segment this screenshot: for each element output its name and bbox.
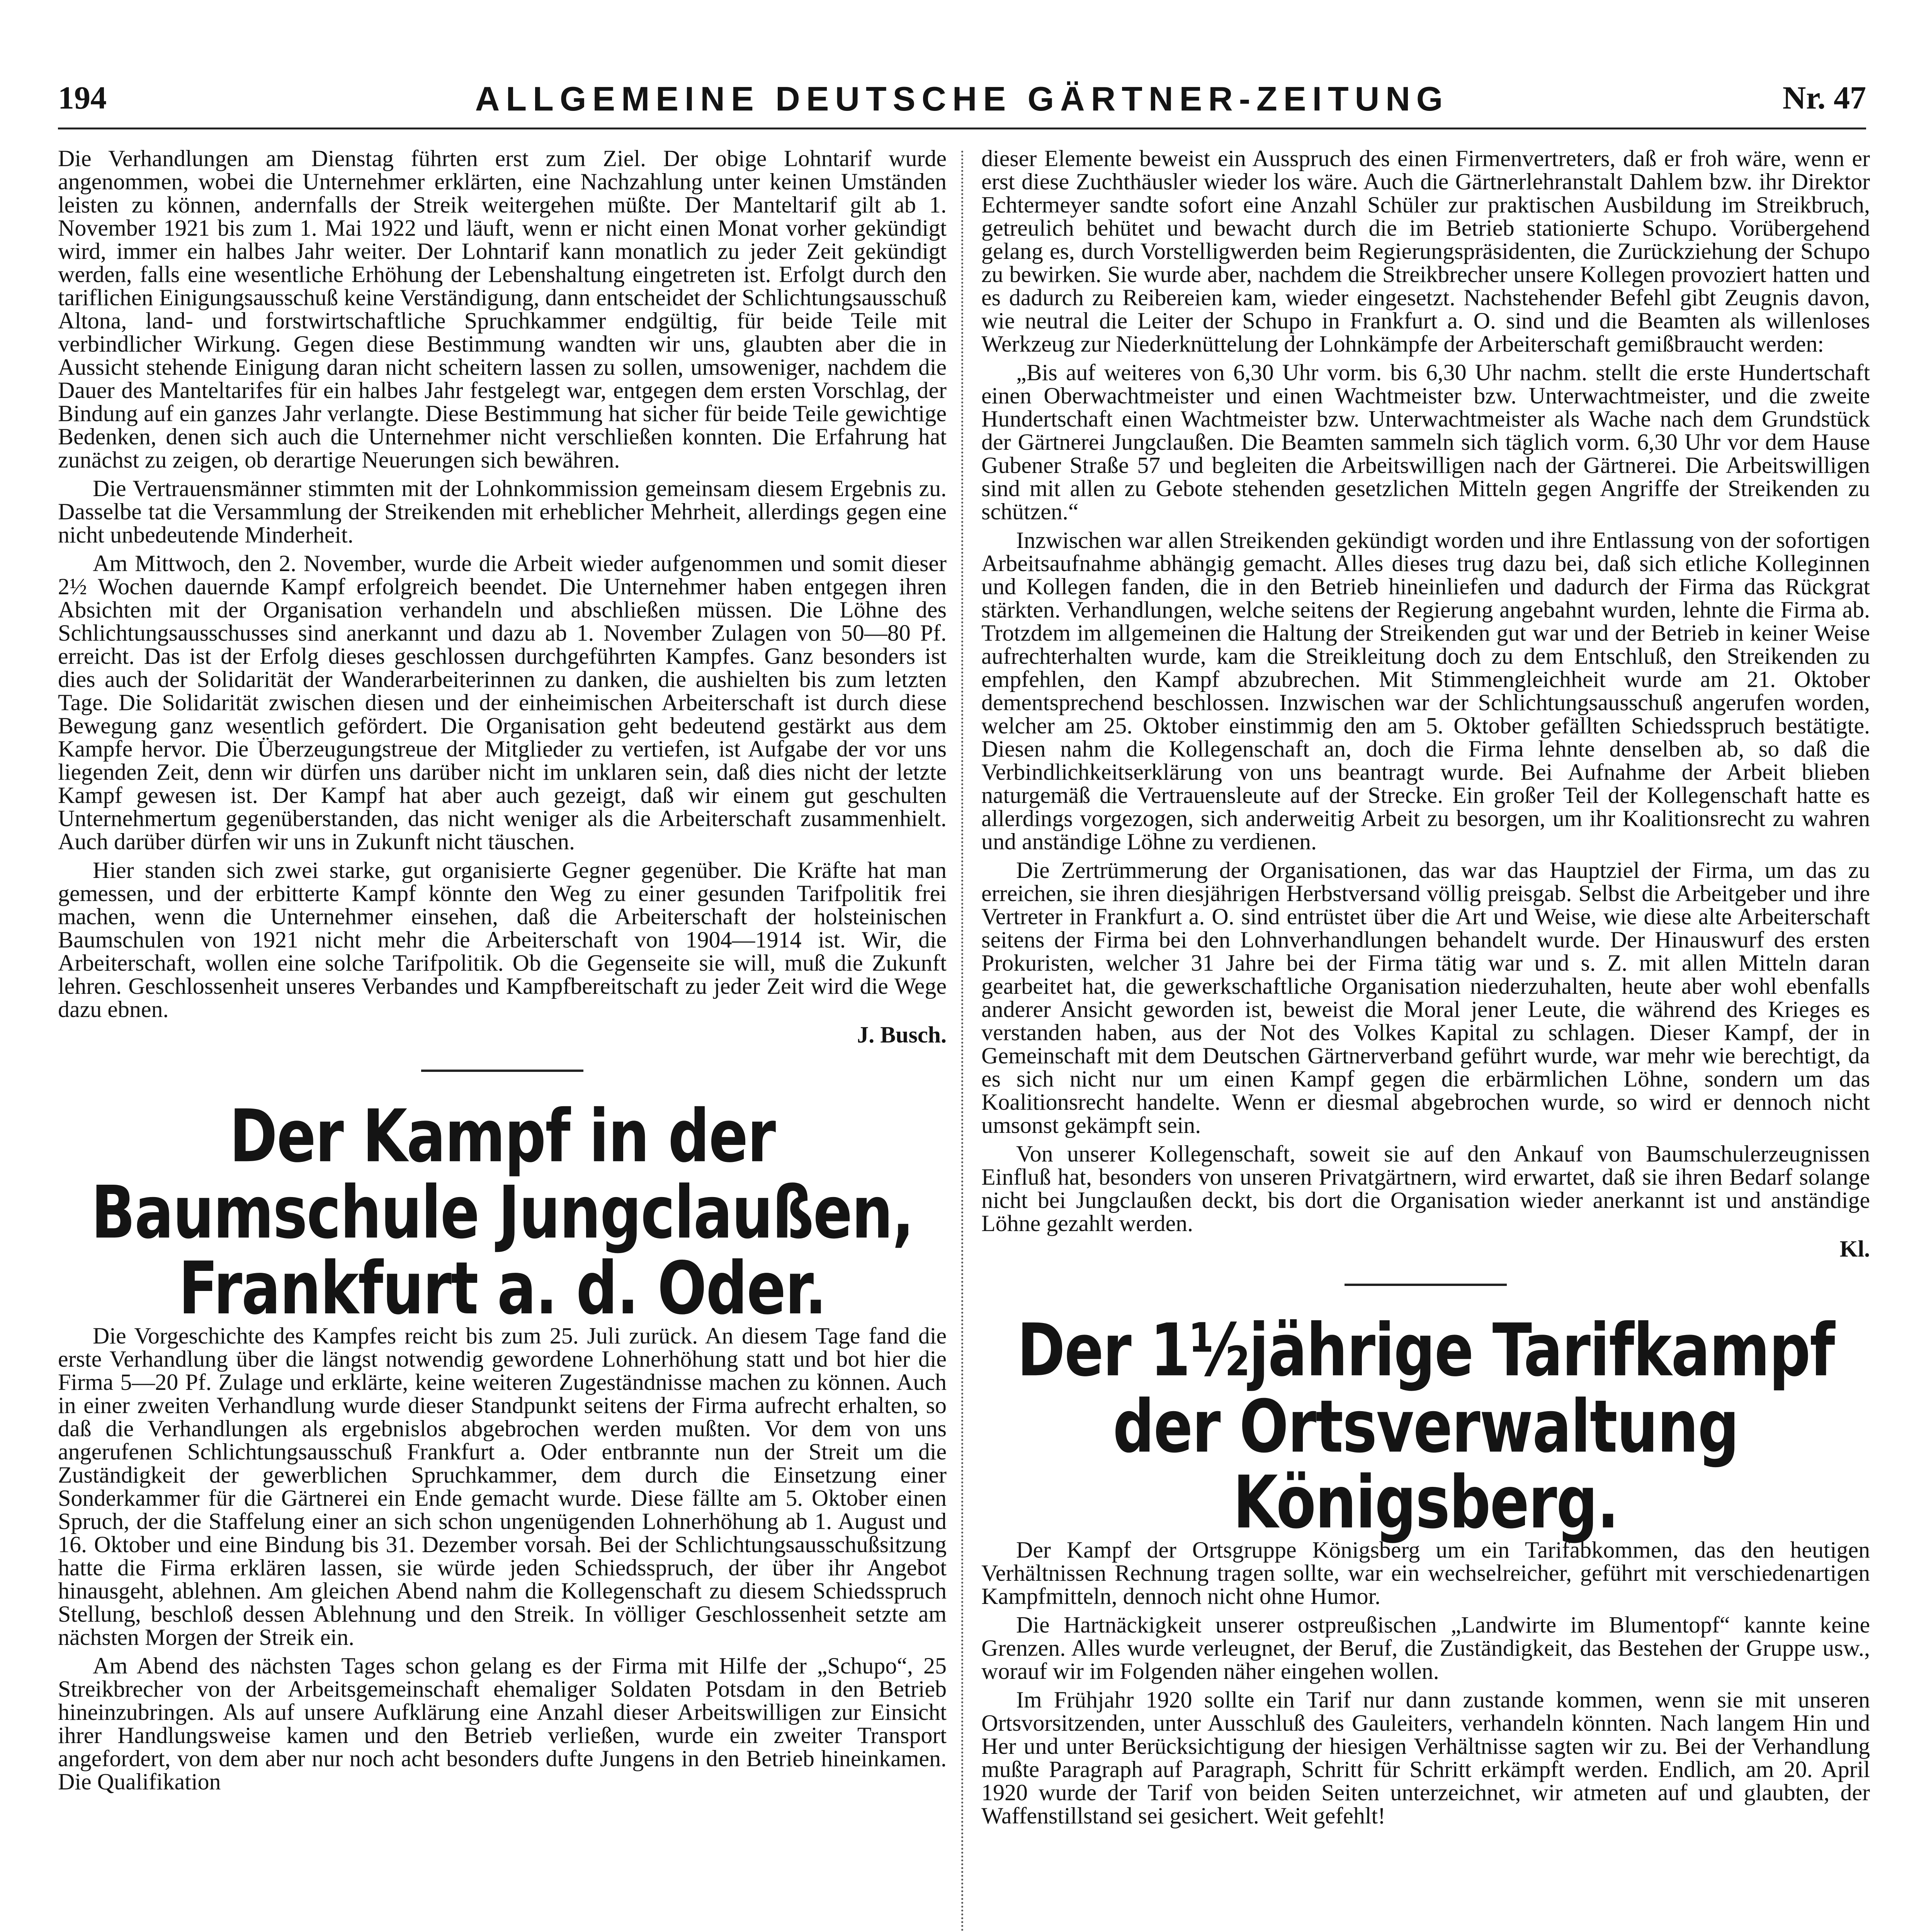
paragraph: Die Vorgeschichte des Kampfes reicht bis zum 25. Juli zurück. An diesem Tage fand die erste Verhandlung über die längst notwendig gewordene Lohnerhöhung statt und bot hier die Firma 5—20 Pf. Zulage und erklärte, keine weiteren Zugeständnisse machen zu können. Auch in einer zweiten Verhandlung wurde dieser Standpunkt seitens der Firma aufrecht erhalten, so daß die Verhandlungen als ergebnislos abgebrochen werden mußten. Vor dem von uns angerufenen Schlichtungsausschuß Frankfurt a. Oder entbrannte nun der Streit um die Zuständigkeit der gewerblichen Spruchkammer, dem durch die Einsetzung einer Sonderkammer für die Gärtnerei ein Ende gemacht wurde. Diese fällte am 5. Oktober einen Spruch, der die Staffelung einer an sich schon ungenügenden Lohnerhöhung ab 1. August und 16. Oktober und eine Bindung bis 31. Dezember vorsah. Bei der Schlichtungsausschußsitzung hatte die Firma erklären lassen, sie würde jeden Schiedsspruch, der über ihr Angebot hinausgeht, ablehnen. Am gleichen Abend nahm die Kollegenschaft zu diesem Schiedsspruch Stellung, beschloß dessen Ablehnung und den Streik. In völliger Geschlossenheit setzte am nächsten Morgen der Streik ein. <box>58 1323 947 1650</box>
article-separator <box>421 1070 583 1072</box>
article-title: Der 1½jährige Tarifkampf der Ortsverwaltung Königsberg. <box>1017 1308 1834 1545</box>
paragraph: Inzwischen war allen Streikenden gekündigt worden und ihre Entlassung von der sofortigen Arbeitsaufnahme abhängig gemacht. Alles dieses trug dazu bei, daß sich etliche Kolleginnen und Kollegen fanden, die in den Betrieb hineinliefen und dadurch der Firma das Rückgrat stärkten. Verhandlungen, welche seitens der Regierung angebahnt wurden, lehnte die Firma ab. Trotzdem im allgemeinen die Haltung der Streikenden gut war und der Betrieb in keiner Weise aufrechterhalten wurde, kam die Streikleitung doch zu dem Entschluß, den Streikenden zu empfehlen, den Kampf abzubrechen. Mit Stimmengleichheit wurde am 21. Oktober dementsprechend beschlossen. Inzwischen war der Schlichtungsausschuß angerufen worden, welcher am 25. Oktober einstimmig den am 5. Oktober gefällten Schiedsspruch bestätigte. Diesen nahm die Kollegenschaft an, doch die Firma lehnte denselben ab, so daß die Verbindlichkeitserklärung von uns beantragt wurde. Bei Aufnahme der Arbeit blieben naturgemäß die Vertrauensleute auf der Strecke. Ein großer Teil der Kollegenschaft hatte es allerdings vorgezogen, sich anderweitig Arbeit zu besorgen, um ihr Koalitionsrecht zu wahren und anständige Löhne zu verdienen. <box>981 527 1870 854</box>
paragraph: „Bis auf weiteres von 6,30 Uhr vorm. bis 6,30 Uhr nachm. stellt die erste Hundertschaft einen Oberwachtmeister und einen Wachtmeister bzw. Unterwachtmeister, und die zweite Hundertschaft einen Wachtmeister bzw. Unterwachtmeister als Wache nach dem Grundstück der Gärtnerei Jungclaußen. Die Beamten sammeln sich täglich vorm. 6,30 Uhr vor dem Hause Gubener Straße 57 und begleiten die Arbeitswilligen nach der Gärtnerei. Die Arbeitswilligen sind mit allen zu Gebote stehenden gesetzlichen Mitteln gegen Angriffe der Streikenden zu schützen.“ <box>981 360 1870 524</box>
issue-number: Nr. 47 <box>1782 80 1866 116</box>
paragraph: Die Vertrauensmänner stimmten mit der Lohnkommission gemeinsam diesem Ergebnis zu. Dasselbe tat die Versammlung der Streikenden mit erheblicher Mehrheit, allerdings gegen eine nicht unbedeutende Minderheit. <box>58 476 947 548</box>
article-title: Der Kampf in der Baumschule Jungclaußen, Frankfurt a. d. Oder. <box>91 1094 914 1331</box>
paragraph: Der Kampf der Ortsgruppe Königsberg um ein Tarifabkommen, das den heutigen Verhältnissen Rechnung tragen sollte, war ein wechselreicher, geführt mit verschiedenartigen Kampfmitteln, dennoch nicht ohne Humor. <box>981 1537 1870 1609</box>
paragraph: Hier standen sich zwei starke, gut organisierte Gegner gegenüber. Die Kräfte hat man gemessen, und der erbitterte Kampf könnte den Weg zu einer gesunden Tarifpolitik frei machen, wenn die Unternehmer einsehen, daß die Arbeiterschaft der holsteinischen Baumschulen von 1921 nicht mehr die Arbeiterschaft von 1904—1914 ist. Wir, die Arbeiterschaft, wollen eine solche Tarifpolitik. Ob die Gegenseite sie will, muß die Zukunft lehren. Geschlossenheit unseres Verbandes und Kampfbereitschaft zu jeder Zeit wird die Wege dazu ebnen. <box>58 857 947 1022</box>
paragraph: dieser Elemente beweist ein Ausspruch des einen Firmenvertreters, daß er froh wäre, wenn er erst diese Zuchthäusler wieder los wäre. Auch die Gärtnerlehranstalt Dahlem bzw. ihr Direktor Echtermeyer sandte sofort eine Anzahl Schüler zur praktischen Ausbildung im Streikbruch, getreulich behütet und bewacht durch die im Betrieb stationierte Schupo. Vorübergehend gelang es, durch Vorstelligwerden beim Regierungspräsidenten, die Zurückziehung der Schupo zu bewirken. Sie wurde aber, nachdem die Streikbrecher unsere Kollegen provoziert hatten und es dadurch zu Reibereien kam, wieder eingesetzt. Nachstehender Befehl gibt Zeugnis davon, wie neutral die Leiter der Schupo in Frankfurt a. O. sind und die Beamten als willenloses Werkzeug zur Niederknüttelung der Lohnkämpfe der Arbeiterschaft gemißbraucht werden: <box>981 147 1870 357</box>
column-divider <box>961 151 963 1932</box>
page-header <box>58 79 1866 126</box>
right-column <box>981 147 1870 1932</box>
author-signature: Kl. <box>1839 1236 1870 1262</box>
page-number: 194 <box>58 80 107 116</box>
paragraph: Im Frühjahr 1920 sollte ein Tarif nur dann zustande kommen, wenn sie mit unseren Ortsvorsitzenden, unter Ausschluß des Gauleiters, verhandeln könnten. Nach langem Hin und Her und unter Berücksichtigung der hiesigen Verhältnisse sagten wir zu. Bei der Verhandlung mußte Paragraph auf Paragraph, Schritt für Schritt erkämpft werden. Endlich, am 20. April 1920 wurde der Tarif von beiden Seiten unterzeichnet, wir atmeten auf und glaubten, der Waffenstillstand sei gesichert. Weit gefehlt! <box>981 1687 1870 1828</box>
article-separator <box>1345 1284 1507 1286</box>
paragraph: Am Abend des nächsten Tages schon gelang es der Firma mit Hilfe der „Schupo“, 25 Streikbrecher von der Arbeitsgemeinschaft ehemaliger Soldaten Potsdam in den Betrieb hineinzubringen. Als auf unsere Aufklärung eine Anzahl dieser Arbeitswilligen zur Einsicht ihrer Handlungsweise kamen und den Betrieb verließen, wurde ein zweiter Transport angefordert, von dem aber nur noch acht besonders dufte Jungens in den Betrieb hineinkamen. Die Qualifikation <box>58 1653 947 1794</box>
paragraph: Die Hartnäckigkeit unserer ostpreußischen „Landwirte im Blumentopf“ kannte keine Grenzen. Alles wurde verleugnet, der Beruf, die Zuständigkeit, das Bestehen der Gruppe usw., worauf wir im Folgenden näher eingehen wollen. <box>981 1612 1870 1684</box>
author-signature: J. Busch. <box>857 1022 947 1048</box>
paragraph: Am Mittwoch, den 2. November, wurde die Arbeit wieder aufgenommen und somit dieser 2½ Wochen dauernde Kampf erfolgreich beendet. Die Unternehmer haben entgegen ihren Absichten mit der Organisation verhandeln und abschließen müssen. Die Löhne des Schlichtungsausschusses sind anerkannt und dazu ab 1. November Zulagen von 50—80 Pf. erreicht. Das ist der Erfolg dieses geschlossen durchgeführten Kampfes. Ganz besonders ist dies auch der Solidarität der Wanderarbeiterinnen zu danken, die aushielten bis zum letzten Tage. Die Solidarität zwischen diesen und der einheimischen Arbeiterschaft ist durch diese Bewegung ganz wesentlich gefördert. Die Organisation geht bedeutend gestärkt aus dem Kampfe hervor. Die Überzeugungstreue der Mitglieder zu vertiefen, ist Aufgabe der vor uns liegenden Zeit, denn wir dürfen uns darüber nicht im unklaren sein, daß dies nicht der letzte Kampf gewesen ist. Der Kampf hat aber auch gezeigt, daß wir einem gut geschulten Unternehmertum gegenüberstanden, das nicht weniger als die Arbeiterschaft zusammenhielt. Auch darüber dürfen wir uns in Zukunft nicht täuschen. <box>58 551 947 854</box>
running-title: ALLGEMEINE DEUTSCHE GÄRTNER-ZEITUNG <box>475 80 1449 118</box>
paragraph: Von unserer Kollegenschaft, soweit sie auf den Ankauf von Baumschulerzeugnissen Einfluß hat, besonders von unseren Privatgärtnern, wird erwartet, daß sie ihren Bedarf solange nicht bei Jungclaußen deckt, bis dort die Organisation wieder anerkannt ist und anständige Löhne gezahlt werden. <box>981 1141 1870 1236</box>
header-rule <box>58 128 1866 129</box>
paragraph: Die Verhandlungen am Dienstag führten erst zum Ziel. Der obige Lohntarif wurde angenommen, wobei die Unternehmer erklärten, eine Nachzahlung unter keinen Umständen leisten zu können, andernfalls der Streik weitergehen müßte. Der Manteltarif gilt ab 1. November 1921 bis zum 1. Mai 1922 und läuft, wenn er nicht einen Monat vorher gekündigt wird, immer ein halbes Jahr weiter. Der Lohntarif kann monatlich zu jeder Zeit gekündigt werden, falls eine wesentliche Erhöhung der Lebenshaltung eingetreten ist. Erfolgt durch den tariflichen Einigungsausschuß keine Verständigung, dann entscheidet der Schlichtungsausschuß Altona, land- und forstwirtschaftliche Spruchkammer endgültig, für beide Teile mit verbindlicher Wirkung. Gegen diese Bestimmung wandten wir uns, glaubten aber die in Aussicht stehende Einigung daran nicht scheitern lassen zu sollen, umsoweniger, nachdem die Dauer des Manteltarifes für ein halbes Jahr festgelegt war, entgegen dem ersten Vorschlag, der Bindung auf ein ganzes Jahr verlangte. Diese Bestimmung hat sicher für beide Teile gewichtige Bedenken, denen sich auch die Unternehmer nicht verschließen konnten. Die Erfahrung hat zunächst zu zeigen, ob derartige Neuerungen sich bewähren. <box>58 147 947 473</box>
paragraph: Die Zertrümmerung der Organisationen, das war das Hauptziel der Firma, um das zu erreichen, sie ihren diesjährigen Herbstversand völlig preisgab. Selbst die Arbeitgeber und ihre Vertreter in Frankfurt a. O. sind entrüstet über die Art und Weise, wie diese alte Arbeiterschaft seitens der Firma bei den Lohnverhandlungen behandelt wurde. Der Hinauswurf des ersten Prokuristen, welcher 31 Jahre bei der Firma tätig war und s. Z. mit allen Mitteln daran gearbeitet hat, die gewerkschaftliche Organisation niederzuhalten, heute aber wohl ebenfalls anderer Ansicht geworden ist, beweist die Moral jener Leute, die während des Krieges es verstanden haben, aus der Not des Volkes Kapital zu schlagen. Dieser Kampf, der in Gemeinschaft mit dem Deutschen Gärtnerverband geführt wurde, war mehr wie berechtigt, da es sich nicht nur um einen Kampf gegen die erbärmlichen Löhne, sondern um das Koalitionsrecht handelte. Wenn er diesmal abgebrochen wurde, so wird er dennoch nicht umsonst gekämpft sein. <box>981 857 1870 1138</box>
left-column <box>58 147 947 1932</box>
